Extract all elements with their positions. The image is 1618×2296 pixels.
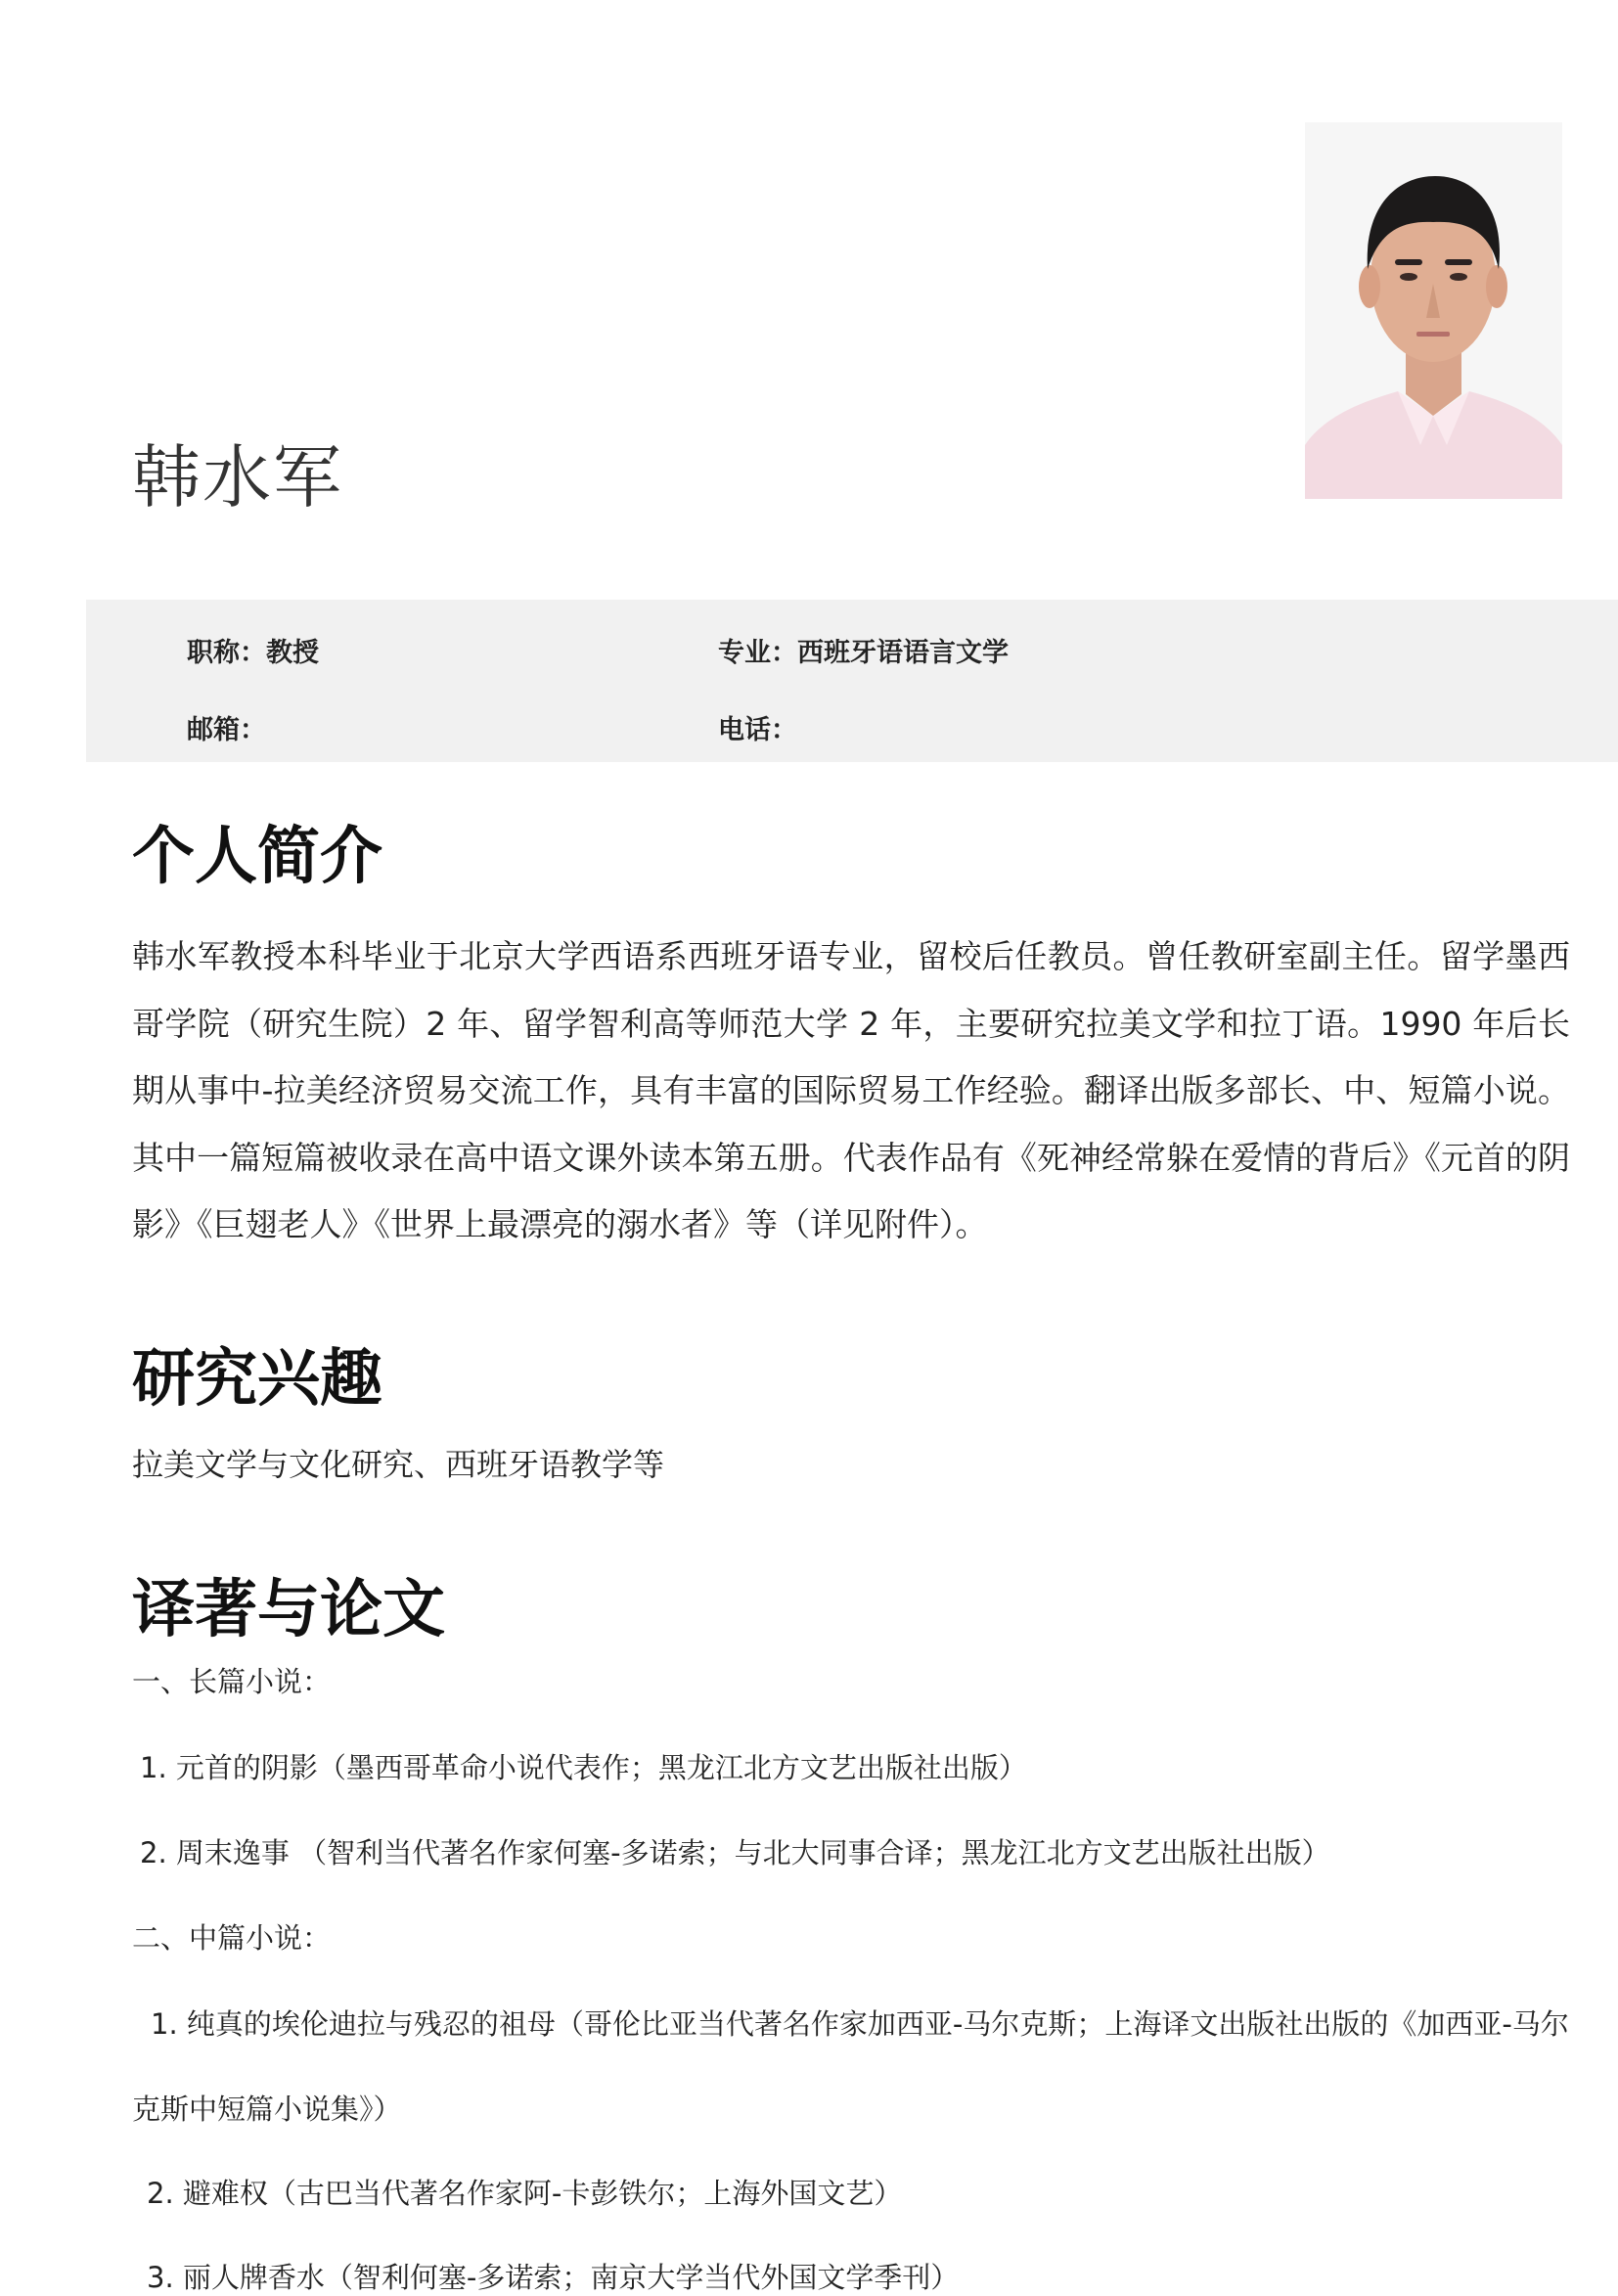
title-value: 教授 <box>266 638 319 668</box>
info-panel <box>86 600 1618 762</box>
email-label: 邮箱： <box>187 715 266 745</box>
novella-item: 3. 丽人牌香水（智利何塞-多诺索；南京大学当代外国文学季刊） <box>147 2261 960 2294</box>
novella-item: 1. 纯真的埃伦迪拉与残忍的祖母（哥伦比亚当代著名作家加西亚-马尔克斯；上海译文出版社出版的《加西亚-马尔克斯中短篇小说集》） <box>132 2007 1569 2126</box>
phone-label: 电话： <box>718 715 797 745</box>
email-field <box>187 708 266 746</box>
phone-field <box>718 708 797 746</box>
profile-photo <box>1305 122 1562 499</box>
bio-heading: 个人简介 <box>132 820 382 893</box>
novel-item: 1. 元首的阴影（墨西哥革命小说代表作；黑龙江北方文艺出版社出版） <box>140 1751 1027 1784</box>
novellas-label: 二、中篇小说： <box>132 1921 332 1955</box>
profile-name: 韩水军 <box>132 437 343 518</box>
novella-item: 2. 避难权（古巴当代著名作家阿-卡彭铁尔；上海外国文艺） <box>147 2177 903 2210</box>
title-label: 职称： <box>187 638 266 668</box>
major-field <box>718 631 1009 669</box>
novel-item: 2. 周末逸事 （智利当代著名作家何塞-多诺索；与北大同事合译；黑龙江北方文艺出版社出版） <box>140 1836 1330 1869</box>
bio-text: 韩水军教授本科毕业于北京大学西语系西班牙语专业，留校后任教员。曾任教研室副主任。留学墨西哥学院（研究生院）2 年、留学智利高等师范大学 2 年，主要研究拉美文学和拉丁语。1990 年后长期从事中-拉美经济贸易交流工作，具有丰富的国际贸易工作经验。翻译出版多部长、中、短篇小说。其中一篇短篇被收录在高中语文课外读本第五册。代表作品有《死神经常躲在爱情的背后》《元首的阴影》《巨翅老人》《世界上最漂亮的溺水者》等（详见附件）。 <box>132 937 1570 1243</box>
novels-label: 一、长篇小说： <box>132 1665 332 1698</box>
title-field <box>187 631 319 669</box>
research-text: 拉美文学与文化研究、西班牙语教学等 <box>132 1446 665 1483</box>
major-label: 专业： <box>718 638 797 668</box>
publications-heading: 译著与论文 <box>132 1573 445 1646</box>
major-value: 西班牙语语言文学 <box>797 638 1009 668</box>
research-heading: 研究兴趣 <box>132 1342 382 1416</box>
